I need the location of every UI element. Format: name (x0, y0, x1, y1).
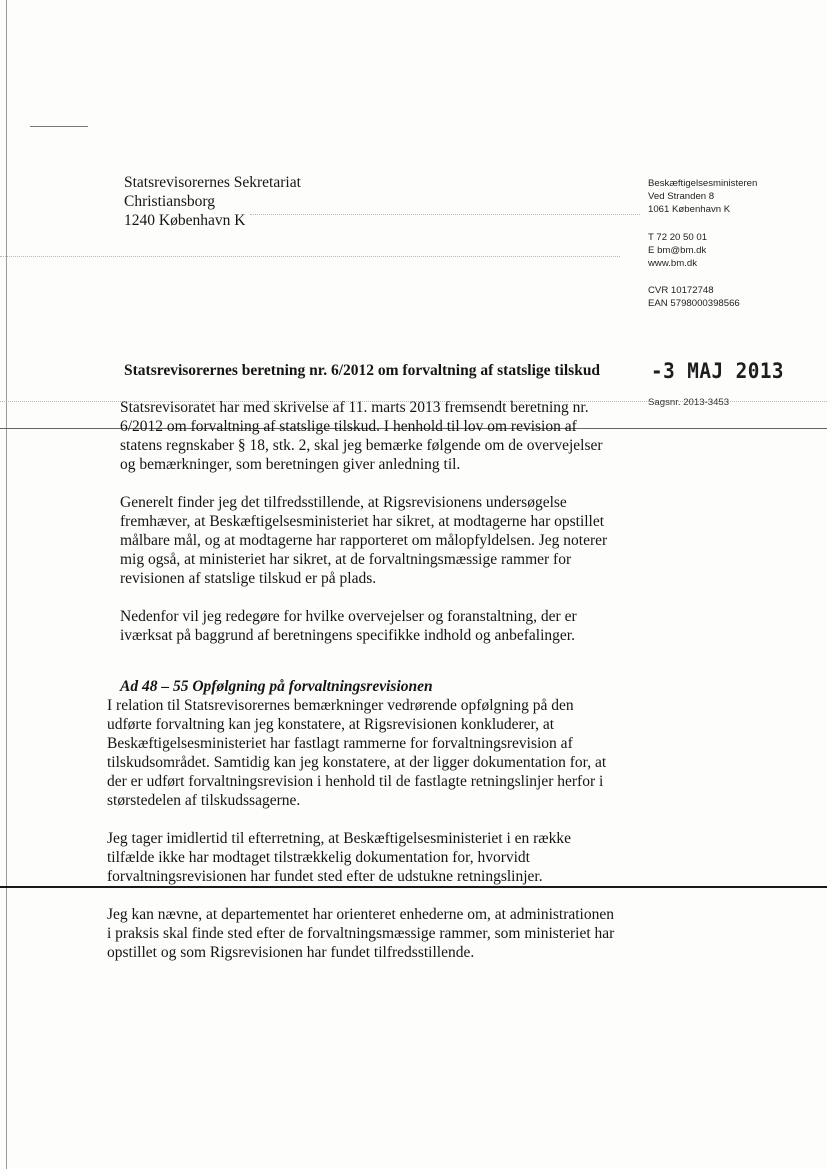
scan-edge-line-left (6, 0, 7, 1169)
sender-contact (648, 231, 818, 271)
sender-phone: T 72 20 50 01 (648, 231, 708, 243)
date-stamp: -3 MAJ 2013 (651, 359, 785, 383)
sender-address (648, 177, 818, 217)
section-paragraph: I relation til Statsrevisorernes bemærkninger vedrørende opfølgning på den udførte forvaltning kan jeg konstatere, at Rigsrevisionen konkluderer, at Beskæftigelsesministeriet har fastlagt rammerne for forvaltningsrevision af tilskudsområdet. Samtidig kan jeg konstatere, at der ligger dokumentation for, at der er udført forvaltningsrevision i henhold til de fastlagte retningslinjer herfor i størstedelen af tilskudssagerne. (107, 697, 607, 809)
sender-name: Beskæftigelsesministeren (648, 178, 758, 189)
body-paragraph: Nedenfor vil jeg redegøre for hvilke overvejelser og foranstaltning, der er iværksat på baggrund af beretningens specifikke indhold og anbefalinger. (120, 608, 577, 644)
sender-city: 1061 København K (648, 204, 731, 216)
sender-ean: EAN 5798000398566 (648, 298, 740, 310)
sender-street: Ved Stranden 8 (648, 191, 715, 203)
body-paragraph: Generelt finder jeg det tilfredsstillende, at Rigsrevisionens undersøgelse fremhæver, at Beskæftigelsesministeriet har sikret, at modtagerne har opstillet målbare mål, og at modtagerne har rapporteret om målopfyldelsen. Jeg noterer mig også, at ministeriet har sikret, at de forvaltningsmæssige rammer for revisionen af statslige tilskud er på plads. (120, 494, 608, 587)
fold-mark (30, 126, 88, 127)
sender-cvr: CVR 10172748 (648, 285, 714, 297)
recipient-line: Statsrevisorernes Sekretariat (124, 174, 301, 191)
letter-body (107, 398, 617, 981)
sender-registration (648, 284, 818, 310)
case-number: Sagsnr. 2013-3453 (648, 397, 730, 408)
recipient-line: 1240 København K (124, 212, 246, 229)
sender-email: E bm@bm.dk (648, 244, 707, 256)
letter-subject: Statsrevisorernes beretning nr. 6/2012 om forvaltning af statslige tilskud (124, 362, 601, 379)
sender-web: www.bm.dk (648, 258, 698, 270)
dotted-guide-2 (0, 256, 620, 257)
recipient-address (124, 173, 454, 230)
section-paragraph: Jeg tager imidlertid til efterretning, at Beskæftigelsesministeriet i en række tilfælde ikke har modtaget tilstrækkelig dokumentation for, hvorvidt forvaltningsrevisionen har fundet sted efter de udstukne retningslinjer. (107, 830, 572, 885)
section-spacer (107, 664, 617, 677)
section-paragraph: Jeg kan nævne, at departementet har orienteret enhederne om, at administrationen i praksis skal finde sted efter de forvaltningsmæssige rammer, som ministeriet har opstillet og som Rigsrevisionen har fundet tilfredsstillende. (107, 906, 615, 961)
body-paragraph: Statsrevisoratet har med skrivelse af 11. marts 2013 fremsendt beretning nr. 6/2012 om forvaltning af statslige tilskud. I henhold til lov om revision af statens regnskaber § 18, stk. 2, skal jeg bemærke følgende om de overvejelser og bemærkninger, som beretningen giver anledning til. (120, 399, 603, 473)
section-heading: Ad 48 – 55 Opfølgning på forvaltningsrevisionen (120, 678, 433, 695)
sender-info (648, 177, 818, 325)
recipient-line: Christiansborg (124, 193, 215, 210)
